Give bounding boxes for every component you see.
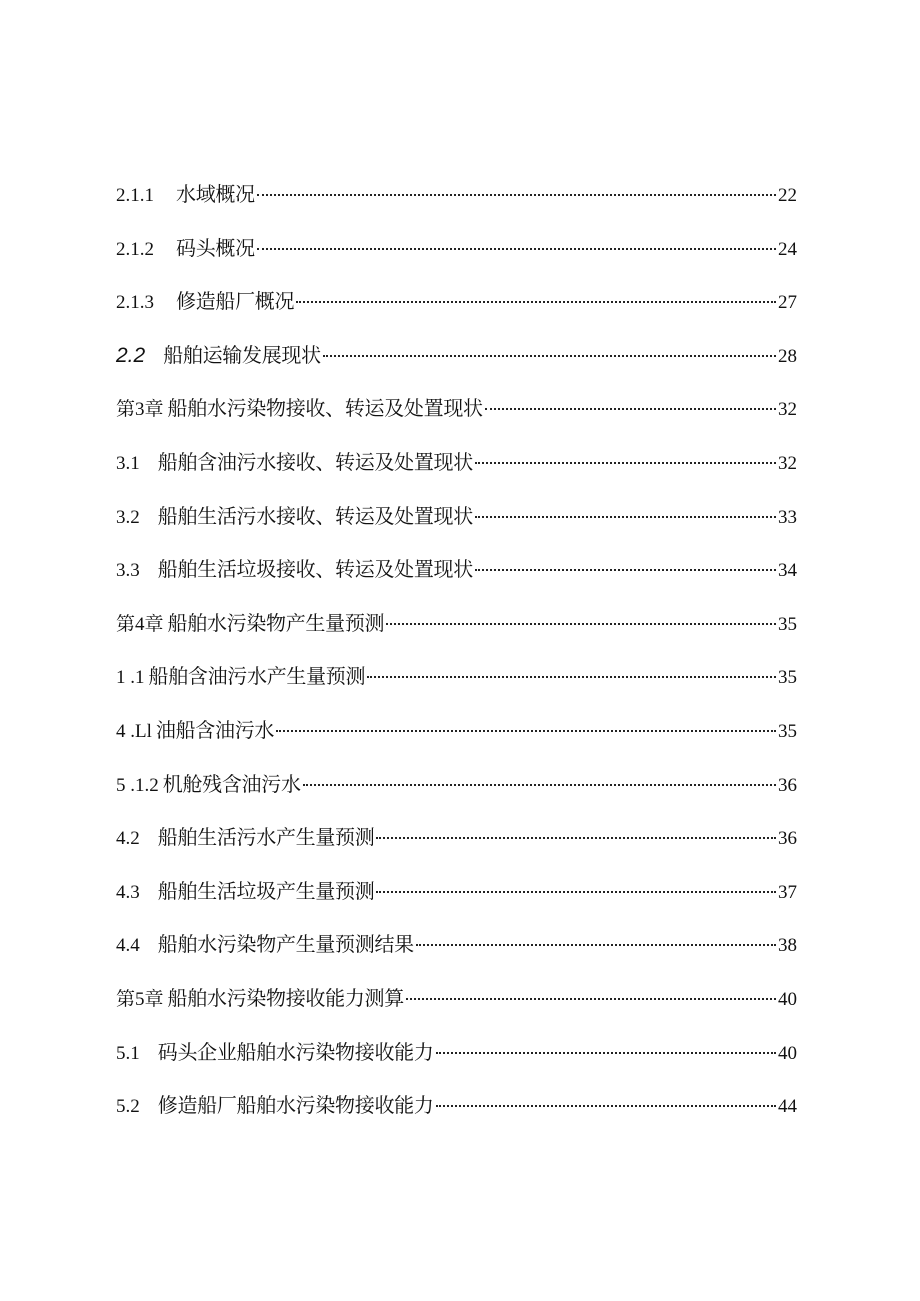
toc-entry-3-2[interactable] bbox=[116, 492, 797, 546]
toc-entry-5-1[interactable] bbox=[116, 1028, 797, 1082]
toc-entry-2-1-1[interactable] bbox=[116, 170, 797, 224]
entry-page-number: 38 bbox=[778, 935, 797, 957]
dot-leader bbox=[367, 676, 776, 678]
entry-page-number: 32 bbox=[778, 452, 797, 474]
entry-title: 码头概况 bbox=[176, 235, 255, 260]
dot-leader bbox=[475, 462, 776, 464]
entry-title: 船舶生活垃圾产生量预测 bbox=[157, 878, 375, 903]
toc-entry-5-2[interactable] bbox=[116, 1081, 797, 1135]
entry-title: 码头企业船舶水污染物接收能力 bbox=[157, 1039, 434, 1064]
entry-title: 船舶水污染物接收能力测算 bbox=[167, 985, 404, 1010]
entry-title: 船舶运输发展现状 bbox=[163, 342, 321, 367]
toc-entry-4-4[interactable] bbox=[116, 920, 797, 974]
toc-entry-chapter-4[interactable] bbox=[116, 599, 797, 653]
dot-leader bbox=[475, 516, 776, 518]
toc-entry-2-1-2[interactable] bbox=[116, 224, 797, 278]
entry-page-number: 27 bbox=[778, 292, 797, 314]
dot-leader bbox=[376, 837, 776, 839]
entry-number: 2.2 bbox=[116, 343, 146, 367]
dot-leader bbox=[485, 408, 776, 410]
entry-number: 第3章 bbox=[116, 399, 164, 421]
entry-page-number: 33 bbox=[778, 506, 797, 528]
entry-number: 3.3 bbox=[116, 560, 140, 582]
table-of-contents bbox=[116, 170, 797, 1135]
toc-entry-3-1[interactable] bbox=[116, 438, 797, 492]
dot-leader bbox=[436, 1105, 776, 1107]
entry-page-number: 24 bbox=[778, 238, 797, 260]
dot-leader bbox=[303, 784, 776, 786]
entry-number: 2.1.2 bbox=[116, 238, 154, 260]
entry-title: 船舶含油污水接收、转运及处置现状 bbox=[157, 449, 473, 474]
entry-page-number: 28 bbox=[778, 345, 797, 367]
entry-title: 机舱残含油污水 bbox=[162, 771, 301, 796]
dot-leader bbox=[386, 623, 776, 625]
toc-entry-chapter-5[interactable] bbox=[116, 974, 797, 1028]
entry-page-number: 22 bbox=[778, 185, 797, 206]
entry-page-number: 35 bbox=[778, 720, 797, 742]
dot-leader bbox=[257, 248, 776, 250]
entry-number: 3.2 bbox=[116, 506, 140, 528]
dot-leader bbox=[257, 194, 776, 196]
entry-number: 4.3 bbox=[116, 881, 140, 903]
toc-entry-chapter-3[interactable] bbox=[116, 384, 797, 438]
entry-number: 2.1.1 bbox=[116, 185, 154, 206]
entry-number: 2.1.3 bbox=[116, 292, 154, 314]
dot-leader bbox=[416, 944, 776, 946]
entry-number: 第5章 bbox=[116, 988, 164, 1010]
entry-title: 船舶含油污水产生量预测 bbox=[148, 664, 366, 689]
entry-number: 3.1 bbox=[116, 452, 140, 474]
dot-leader bbox=[323, 355, 776, 357]
toc-entry-4-3[interactable] bbox=[116, 867, 797, 921]
dot-leader bbox=[406, 998, 776, 1000]
entry-title: 油船含油污水 bbox=[155, 717, 275, 742]
entry-page-number: 37 bbox=[778, 881, 797, 903]
toc-entry-4-1-1[interactable] bbox=[116, 706, 797, 760]
toc-entry-3-3[interactable] bbox=[116, 545, 797, 599]
entry-page-number: 44 bbox=[778, 1096, 797, 1118]
dot-leader bbox=[296, 301, 776, 303]
dot-leader bbox=[436, 1052, 776, 1054]
entry-number: 5.1 bbox=[116, 1042, 140, 1064]
entry-page-number: 40 bbox=[778, 988, 797, 1010]
entry-number: 5 .1.2 bbox=[116, 774, 159, 796]
entry-title: 船舶生活污水产生量预测 bbox=[157, 825, 375, 850]
entry-number: 4.2 bbox=[116, 828, 140, 850]
entry-page-number: 40 bbox=[778, 1042, 797, 1064]
toc-entry-4-2[interactable] bbox=[116, 813, 797, 867]
entry-page-number: 36 bbox=[778, 828, 797, 850]
toc-entry-2-1-3[interactable] bbox=[116, 277, 797, 331]
entry-title: 船舶水污染物接收、转运及处置现状 bbox=[167, 396, 483, 421]
toc-entry-4-1-2[interactable] bbox=[116, 760, 797, 814]
entry-page-number: 35 bbox=[778, 613, 797, 635]
entry-number: 第4章 bbox=[116, 613, 164, 635]
entry-page-number: 34 bbox=[778, 560, 797, 582]
entry-title: 船舶生活垃圾接收、转运及处置现状 bbox=[157, 557, 473, 582]
entry-number: 4 .Ll bbox=[116, 720, 152, 742]
toc-entry-4-1[interactable] bbox=[116, 652, 797, 706]
entry-title: 修造船厂概况 bbox=[176, 289, 295, 314]
entry-title: 水域概况 bbox=[176, 182, 255, 206]
dot-leader bbox=[376, 891, 776, 893]
entry-page-number: 32 bbox=[778, 399, 797, 421]
entry-title: 船舶水污染物产生量预测结果 bbox=[157, 932, 414, 957]
entry-title: 修造船厂船舶水污染物接收能力 bbox=[157, 1093, 434, 1118]
toc-entry-2-2[interactable] bbox=[116, 331, 797, 385]
dot-leader bbox=[475, 569, 776, 571]
entry-page-number: 35 bbox=[778, 667, 797, 689]
entry-page-number: 36 bbox=[778, 774, 797, 796]
dot-leader bbox=[276, 730, 776, 732]
entry-title: 船舶生活污水接收、转运及处置现状 bbox=[157, 503, 473, 528]
entry-number: 5.2 bbox=[116, 1096, 140, 1118]
entry-number: 4.4 bbox=[116, 935, 140, 957]
entry-number: 1 .1 bbox=[116, 667, 145, 689]
entry-title: 船舶水污染物产生量预测 bbox=[167, 610, 385, 635]
